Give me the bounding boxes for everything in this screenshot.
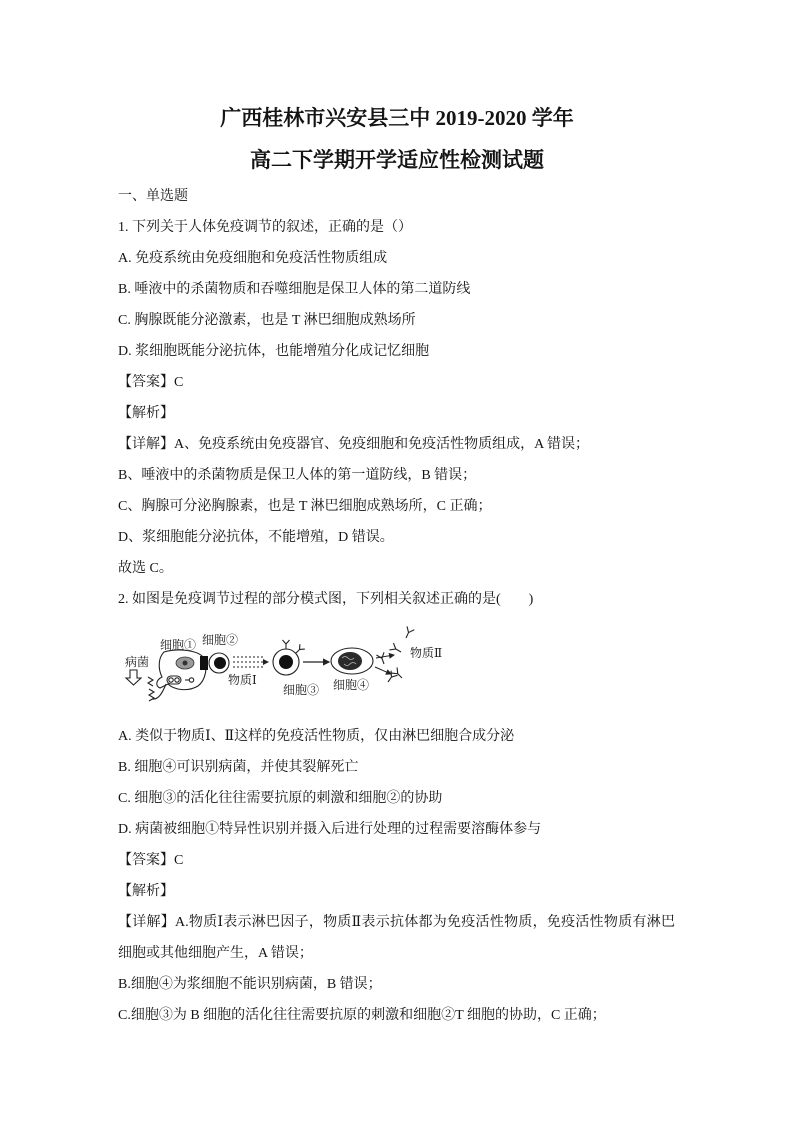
label-substance-2: 物质Ⅱ [410,646,443,660]
question-2-analysis-label: 【解析】 [118,883,174,899]
page-title-line-1: 广西桂林市兴安县三中 2019-2020 学年 [220,106,574,130]
immune-process-diagram [118,615,718,721]
label-substance-1: 物质Ⅰ [228,673,257,687]
label-cell-3: 细胞③ [283,683,320,697]
question-2-option-c: C. 细胞③的活化往往需要抗原的刺激和细胞②的协助 [118,790,443,806]
diagram-canvas [118,622,468,708]
question-1-option-b: B. 唾液中的杀菌物质和吞噬细胞是保卫人体的第二道防线 [118,281,471,297]
cell-3-receptor [283,640,290,649]
cell-1-antigen-fragment [175,678,179,682]
question-1-explanation-line: B、唾液中的杀菌物质是保卫人体的第一道防线，B 错误； [118,467,477,483]
question-1-option-d: D. 浆细胞既能分泌抗体，也能增殖分化成记忆细胞 [118,343,430,359]
antigen-presentation-contact [200,656,208,670]
label-cell-1: 细胞① [160,638,197,652]
cell-1-body [157,650,206,690]
cell-1-antigen-stub-tip [189,678,193,682]
cell-4-nucleus [338,652,362,670]
question-2-option-b: B. 细胞④可识别病菌，并使其裂解死亡 [118,759,359,775]
pathogen-down-arrow-icon [126,670,141,685]
question-1-stem: 1. 下列关于人体免疫调节的叙述，正确的是（） [118,219,412,235]
question-1-explanation-line: C、胸腺可分泌胸腺素，也是 T 淋巴细胞成熟场所，C 正确； [118,498,492,514]
cell-1-nucleus-core [183,661,188,666]
question-2-option-a: A. 类似于物质Ⅰ、Ⅱ这样的免疫活性物质，仅由淋巴细胞合成分泌 [118,728,515,744]
page-title-line-2: 高二下学期开学适应性检测试题 [250,148,544,172]
cell-3-nucleus [279,655,293,669]
question-2-answer: 【答案】C [118,852,184,868]
exam-content [118,181,718,1031]
cell-3-receptor [294,644,305,655]
question-1-conclusion: 故选 C。 [118,560,173,576]
antibody-y-shape [391,667,404,680]
antibody-y-shape [389,643,403,655]
question-1-answer: 【答案】C [118,374,184,390]
question-1-option-c: C. 胸腺既能分泌激素，也是 T 淋巴细胞成熟场所 [118,312,416,328]
antibody-secretion-arrow [375,667,391,674]
cell-1-antigen-fragment [169,678,173,682]
label-cell-2: 细胞② [202,633,239,647]
antibody-y-shape [402,626,414,639]
bacteria-squiggle [148,677,153,686]
question-2-explanation-line: 【详解】A.物质Ⅰ表示淋巴因子，物质Ⅱ表示抗体都为免疫活性物质，免疫活性物质有淋巴 [118,914,675,930]
cell-2-nucleus [214,657,226,669]
question-1-option-a: A. 免疫系统由免疫细胞和免疫活性物质组成 [118,250,388,266]
question-2-explanation-line: B.细胞④为浆细胞不能识别病菌，B 错误； [118,976,382,992]
question-2-stem: 2. 如图是免疫调节过程的部分模式图，下列相关叙述正确的是( ) [118,591,534,607]
label-pathogen: 病菌 [125,655,150,669]
antibody-y-shape [376,652,387,665]
question-2-option-d: D. 病菌被细胞①特异性识别并摄入后进行处理的过程需要溶酶体参与 [118,821,542,837]
question-1-analysis-label: 【解析】 [118,405,174,421]
question-1-explanation-line: D、浆细胞能分泌抗体，不能增殖，D 错误。 [118,529,394,545]
question-1-explanation-line: 【详解】A、免疫系统由免疫器官、免疫细胞和免疫活性物质组成，A 错误； [118,436,589,452]
question-2-explanation-line: C.细胞③为 B 细胞的活化往往需要抗原的刺激和细胞②T 细胞的协助，C 正确； [118,1007,606,1023]
question-2-explanation-line: 细胞或其他细胞产生，A 错误； [118,945,313,961]
section-heading: 一、单选题 [118,188,188,204]
antibody-y-shape [385,671,398,685]
label-cell-4: 细胞④ [333,678,370,692]
